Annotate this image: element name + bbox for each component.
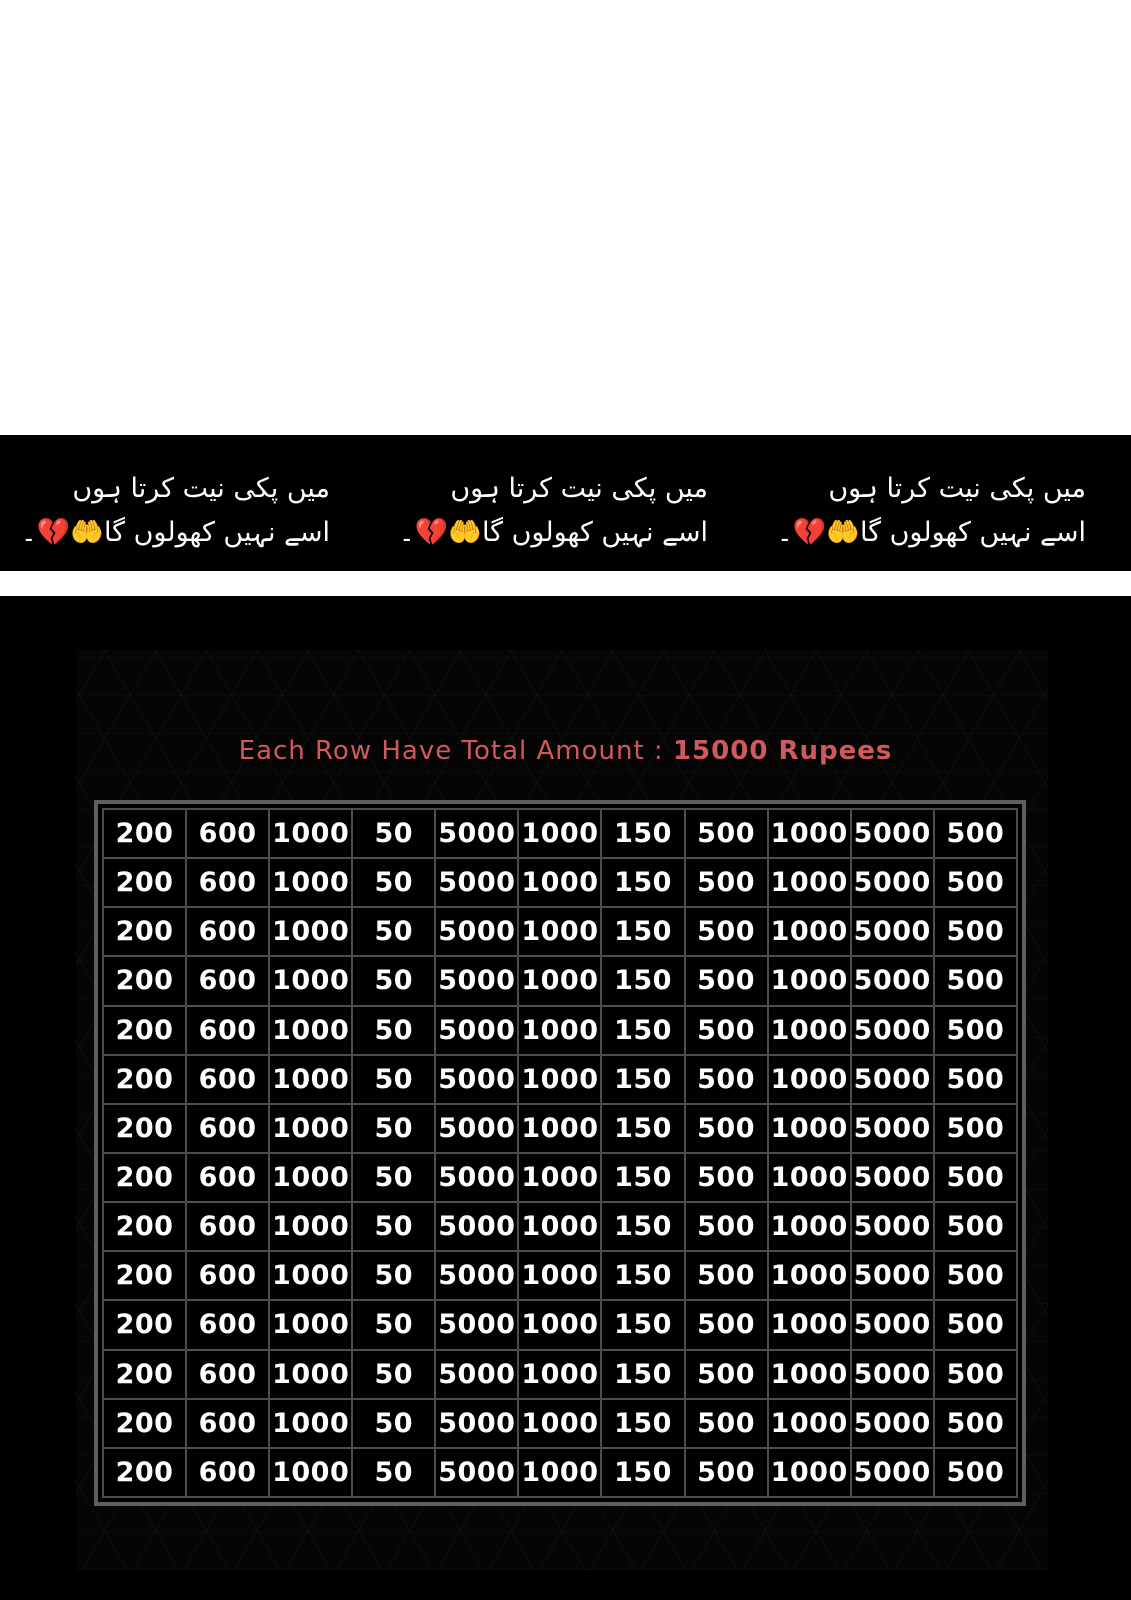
table-cell: 1000	[768, 907, 851, 956]
table-cell: 1000	[768, 1202, 851, 1251]
table-cell: 200	[103, 1300, 186, 1349]
table-cell: 200	[103, 1153, 186, 1202]
table-cell: 1000	[269, 1251, 352, 1300]
table-cell: 150	[601, 1104, 684, 1153]
table-cell: 50	[352, 1153, 435, 1202]
table-cell: 1000	[518, 1153, 601, 1202]
table-cell: 500	[934, 1153, 1017, 1202]
table-cell: 150	[601, 858, 684, 907]
table-cell: 500	[685, 907, 768, 956]
table-cell: 150	[601, 907, 684, 956]
table-cell: 1000	[518, 1448, 601, 1497]
table-cell: 5000	[851, 1104, 934, 1153]
table-cell: 1000	[768, 1300, 851, 1349]
table-cell: 1000	[269, 1448, 352, 1497]
table-row	[103, 1399, 1017, 1448]
table-cell: 1000	[518, 1300, 601, 1349]
table-cell: 50	[352, 1202, 435, 1251]
table-cell: 5000	[851, 1202, 934, 1251]
table-cell: 1000	[518, 809, 601, 858]
table-cell: 1000	[518, 1202, 601, 1251]
table-cell: 1000	[768, 858, 851, 907]
caption-text: اسے نہیں کھولوں گا	[481, 517, 708, 548]
table-cell: 200	[103, 1055, 186, 1104]
table-cell: 50	[352, 1251, 435, 1300]
table-row	[103, 1300, 1017, 1349]
table-cell: 600	[186, 1399, 269, 1448]
table-cell: 150	[601, 1202, 684, 1251]
table-cell: 50	[352, 858, 435, 907]
table-cell: 600	[186, 809, 269, 858]
table-cell: 1000	[768, 1006, 851, 1055]
table-cell: 600	[186, 1153, 269, 1202]
table-cell: 200	[103, 1251, 186, 1300]
caption-line-1: میں پکی نیت کرتا ہوں	[450, 473, 708, 504]
table-cell: 150	[601, 809, 684, 858]
table-cell: 5000	[435, 858, 518, 907]
table-cell: 600	[186, 1300, 269, 1349]
table-cell: 1000	[269, 907, 352, 956]
table-cell: 5000	[435, 1006, 518, 1055]
amount-grid	[94, 800, 1026, 1506]
table-cell: 50	[352, 1300, 435, 1349]
table-row	[103, 1153, 1017, 1202]
table-row	[103, 1055, 1017, 1104]
table-cell: 1000	[518, 907, 601, 956]
table-cell: 5000	[435, 1251, 518, 1300]
caption-text: اسے نہیں کھولوں گا	[103, 517, 330, 548]
table-cell: 5000	[435, 1300, 518, 1349]
table-cell: 1000	[768, 1350, 851, 1399]
caption-tail: ۔	[20, 517, 37, 548]
table-cell: 150	[601, 1300, 684, 1349]
table-cell: 500	[934, 907, 1017, 956]
table-cell: 500	[685, 1300, 768, 1349]
praying-hands-emoji: 🤲	[448, 517, 482, 548]
table-cell: 50	[352, 1055, 435, 1104]
broken-heart-emoji: 💔	[36, 517, 71, 548]
table-cell: 150	[601, 1055, 684, 1104]
table-row	[103, 809, 1017, 858]
caption-right	[776, 467, 1086, 555]
table-cell: 1000	[269, 1300, 352, 1349]
table-cell: 500	[685, 1448, 768, 1497]
table-cell: 600	[186, 858, 269, 907]
table-cell: 1000	[518, 1350, 601, 1399]
caption-line-2	[20, 511, 330, 555]
table-cell: 5000	[435, 1350, 518, 1399]
caption-middle	[398, 467, 708, 555]
amount-table-body	[103, 809, 1017, 1497]
table-cell: 500	[685, 1006, 768, 1055]
table-cell: 600	[186, 1350, 269, 1399]
table-cell: 500	[685, 1251, 768, 1300]
caption-line-1: میں پکی نیت کرتا ہوں	[72, 473, 330, 504]
heading-label: Each Row Have Total Amount :	[238, 736, 673, 766]
separator	[0, 571, 1131, 596]
table-cell: 150	[601, 1399, 684, 1448]
table-cell: 1000	[768, 1448, 851, 1497]
table-row	[103, 907, 1017, 956]
caption-left	[20, 467, 330, 555]
table-cell: 1000	[518, 858, 601, 907]
table-cell: 200	[103, 1104, 186, 1153]
table-cell: 5000	[435, 809, 518, 858]
table-cell: 5000	[851, 907, 934, 956]
table-cell: 5000	[851, 1448, 934, 1497]
table-cell: 1000	[518, 1251, 601, 1300]
table-cell: 1000	[518, 1055, 601, 1104]
table-cell: 50	[352, 809, 435, 858]
table-cell: 500	[934, 858, 1017, 907]
table-cell: 500	[685, 1202, 768, 1251]
amount-table	[102, 808, 1018, 1498]
table-cell: 50	[352, 1399, 435, 1448]
table-cell: 5000	[435, 1055, 518, 1104]
heading-amount: 15000 Rupees	[672, 736, 893, 766]
table-cell: 500	[685, 956, 768, 1005]
table-cell: 1000	[269, 1055, 352, 1104]
table-cell: 500	[685, 1153, 768, 1202]
table-cell: 500	[685, 858, 768, 907]
table-cell: 1000	[269, 956, 352, 1005]
table-cell: 50	[352, 1350, 435, 1399]
praying-hands-emoji: 🤲	[70, 517, 104, 548]
table-cell: 500	[934, 1300, 1017, 1349]
table-cell: 500	[685, 1350, 768, 1399]
broken-heart-emoji: 💔	[792, 517, 827, 548]
table-cell: 1000	[269, 1153, 352, 1202]
savings-chart-panel	[0, 596, 1131, 1600]
table-cell: 200	[103, 809, 186, 858]
caption-tail: ۔	[398, 517, 415, 548]
table-cell: 1000	[269, 1104, 352, 1153]
table-row	[103, 1251, 1017, 1300]
table-cell: 500	[685, 1104, 768, 1153]
table-cell: 200	[103, 1350, 186, 1399]
table-cell: 1000	[269, 1350, 352, 1399]
table-cell: 1000	[518, 1104, 601, 1153]
table-cell: 5000	[851, 1399, 934, 1448]
table-cell: 5000	[435, 1202, 518, 1251]
table-cell: 1000	[768, 1104, 851, 1153]
table-cell: 200	[103, 1006, 186, 1055]
table-cell: 500	[934, 1202, 1017, 1251]
table-cell: 5000	[851, 858, 934, 907]
table-row	[103, 1448, 1017, 1497]
table-cell: 600	[186, 1448, 269, 1497]
table-cell: 600	[186, 1055, 269, 1104]
table-cell: 5000	[435, 956, 518, 1005]
table-cell: 1000	[768, 1055, 851, 1104]
table-cell: 1000	[768, 1153, 851, 1202]
table-row	[103, 1006, 1017, 1055]
table-cell: 200	[103, 956, 186, 1005]
table-cell: 1000	[269, 1006, 352, 1055]
caption-line-1: میں پکی نیت کرتا ہوں	[828, 473, 1086, 504]
table-cell: 1000	[518, 956, 601, 1005]
table-cell: 5000	[435, 1153, 518, 1202]
table-row	[103, 1350, 1017, 1399]
table-cell: 200	[103, 1202, 186, 1251]
table-cell: 5000	[435, 1104, 518, 1153]
table-row	[103, 1202, 1017, 1251]
table-cell: 5000	[435, 907, 518, 956]
table-cell: 5000	[851, 1006, 934, 1055]
table-cell: 1000	[518, 1006, 601, 1055]
table-cell: 200	[103, 907, 186, 956]
table-cell: 600	[186, 1202, 269, 1251]
table-cell: 500	[685, 1399, 768, 1448]
table-cell: 600	[186, 907, 269, 956]
table-cell: 500	[934, 1399, 1017, 1448]
table-cell: 50	[352, 1448, 435, 1497]
table-cell: 600	[186, 1104, 269, 1153]
table-cell: 150	[601, 1153, 684, 1202]
table-cell: 500	[934, 1448, 1017, 1497]
table-cell: 150	[601, 1448, 684, 1497]
table-cell: 5000	[851, 1055, 934, 1104]
table-cell: 150	[601, 956, 684, 1005]
table-cell: 200	[103, 858, 186, 907]
table-cell: 1000	[269, 809, 352, 858]
table-cell: 5000	[851, 956, 934, 1005]
table-cell: 500	[685, 1055, 768, 1104]
table-cell: 200	[103, 1448, 186, 1497]
broken-heart-emoji: 💔	[414, 517, 449, 548]
table-row	[103, 858, 1017, 907]
table-row	[103, 1104, 1017, 1153]
table-cell: 50	[352, 907, 435, 956]
table-cell: 150	[601, 1251, 684, 1300]
table-cell: 500	[934, 1055, 1017, 1104]
table-cell: 500	[934, 1104, 1017, 1153]
blank-area	[0, 0, 1131, 435]
table-cell: 500	[934, 1251, 1017, 1300]
table-cell: 500	[685, 809, 768, 858]
table-cell: 150	[601, 1350, 684, 1399]
table-cell: 5000	[435, 1399, 518, 1448]
table-cell: 1000	[768, 1399, 851, 1448]
praying-hands-emoji: 🤲	[826, 517, 860, 548]
caption-line-2	[398, 511, 708, 555]
table-cell: 500	[934, 956, 1017, 1005]
table-cell: 1000	[269, 858, 352, 907]
table-cell: 150	[601, 1006, 684, 1055]
table-row	[103, 956, 1017, 1005]
table-cell: 500	[934, 1350, 1017, 1399]
table-cell: 600	[186, 956, 269, 1005]
table-cell: 50	[352, 1104, 435, 1153]
table-cell: 200	[103, 1399, 186, 1448]
caption-line-2	[776, 511, 1086, 555]
table-cell: 1000	[518, 1399, 601, 1448]
total-amount-heading	[0, 736, 1131, 766]
caption-tail: ۔	[776, 517, 793, 548]
table-cell: 5000	[435, 1448, 518, 1497]
table-cell: 50	[352, 1006, 435, 1055]
table-cell: 1000	[768, 809, 851, 858]
caption-band	[0, 435, 1131, 571]
table-cell: 500	[934, 809, 1017, 858]
table-cell: 5000	[851, 809, 934, 858]
table-cell: 5000	[851, 1251, 934, 1300]
table-cell: 50	[352, 956, 435, 1005]
table-cell: 1000	[269, 1202, 352, 1251]
table-cell: 5000	[851, 1350, 934, 1399]
caption-text: اسے نہیں کھولوں گا	[859, 517, 1086, 548]
table-cell: 600	[186, 1006, 269, 1055]
table-cell: 5000	[851, 1153, 934, 1202]
table-cell: 600	[186, 1251, 269, 1300]
table-cell: 1000	[768, 1251, 851, 1300]
table-cell: 1000	[768, 956, 851, 1005]
table-cell: 1000	[269, 1399, 352, 1448]
table-cell: 5000	[851, 1300, 934, 1349]
table-cell: 500	[934, 1006, 1017, 1055]
